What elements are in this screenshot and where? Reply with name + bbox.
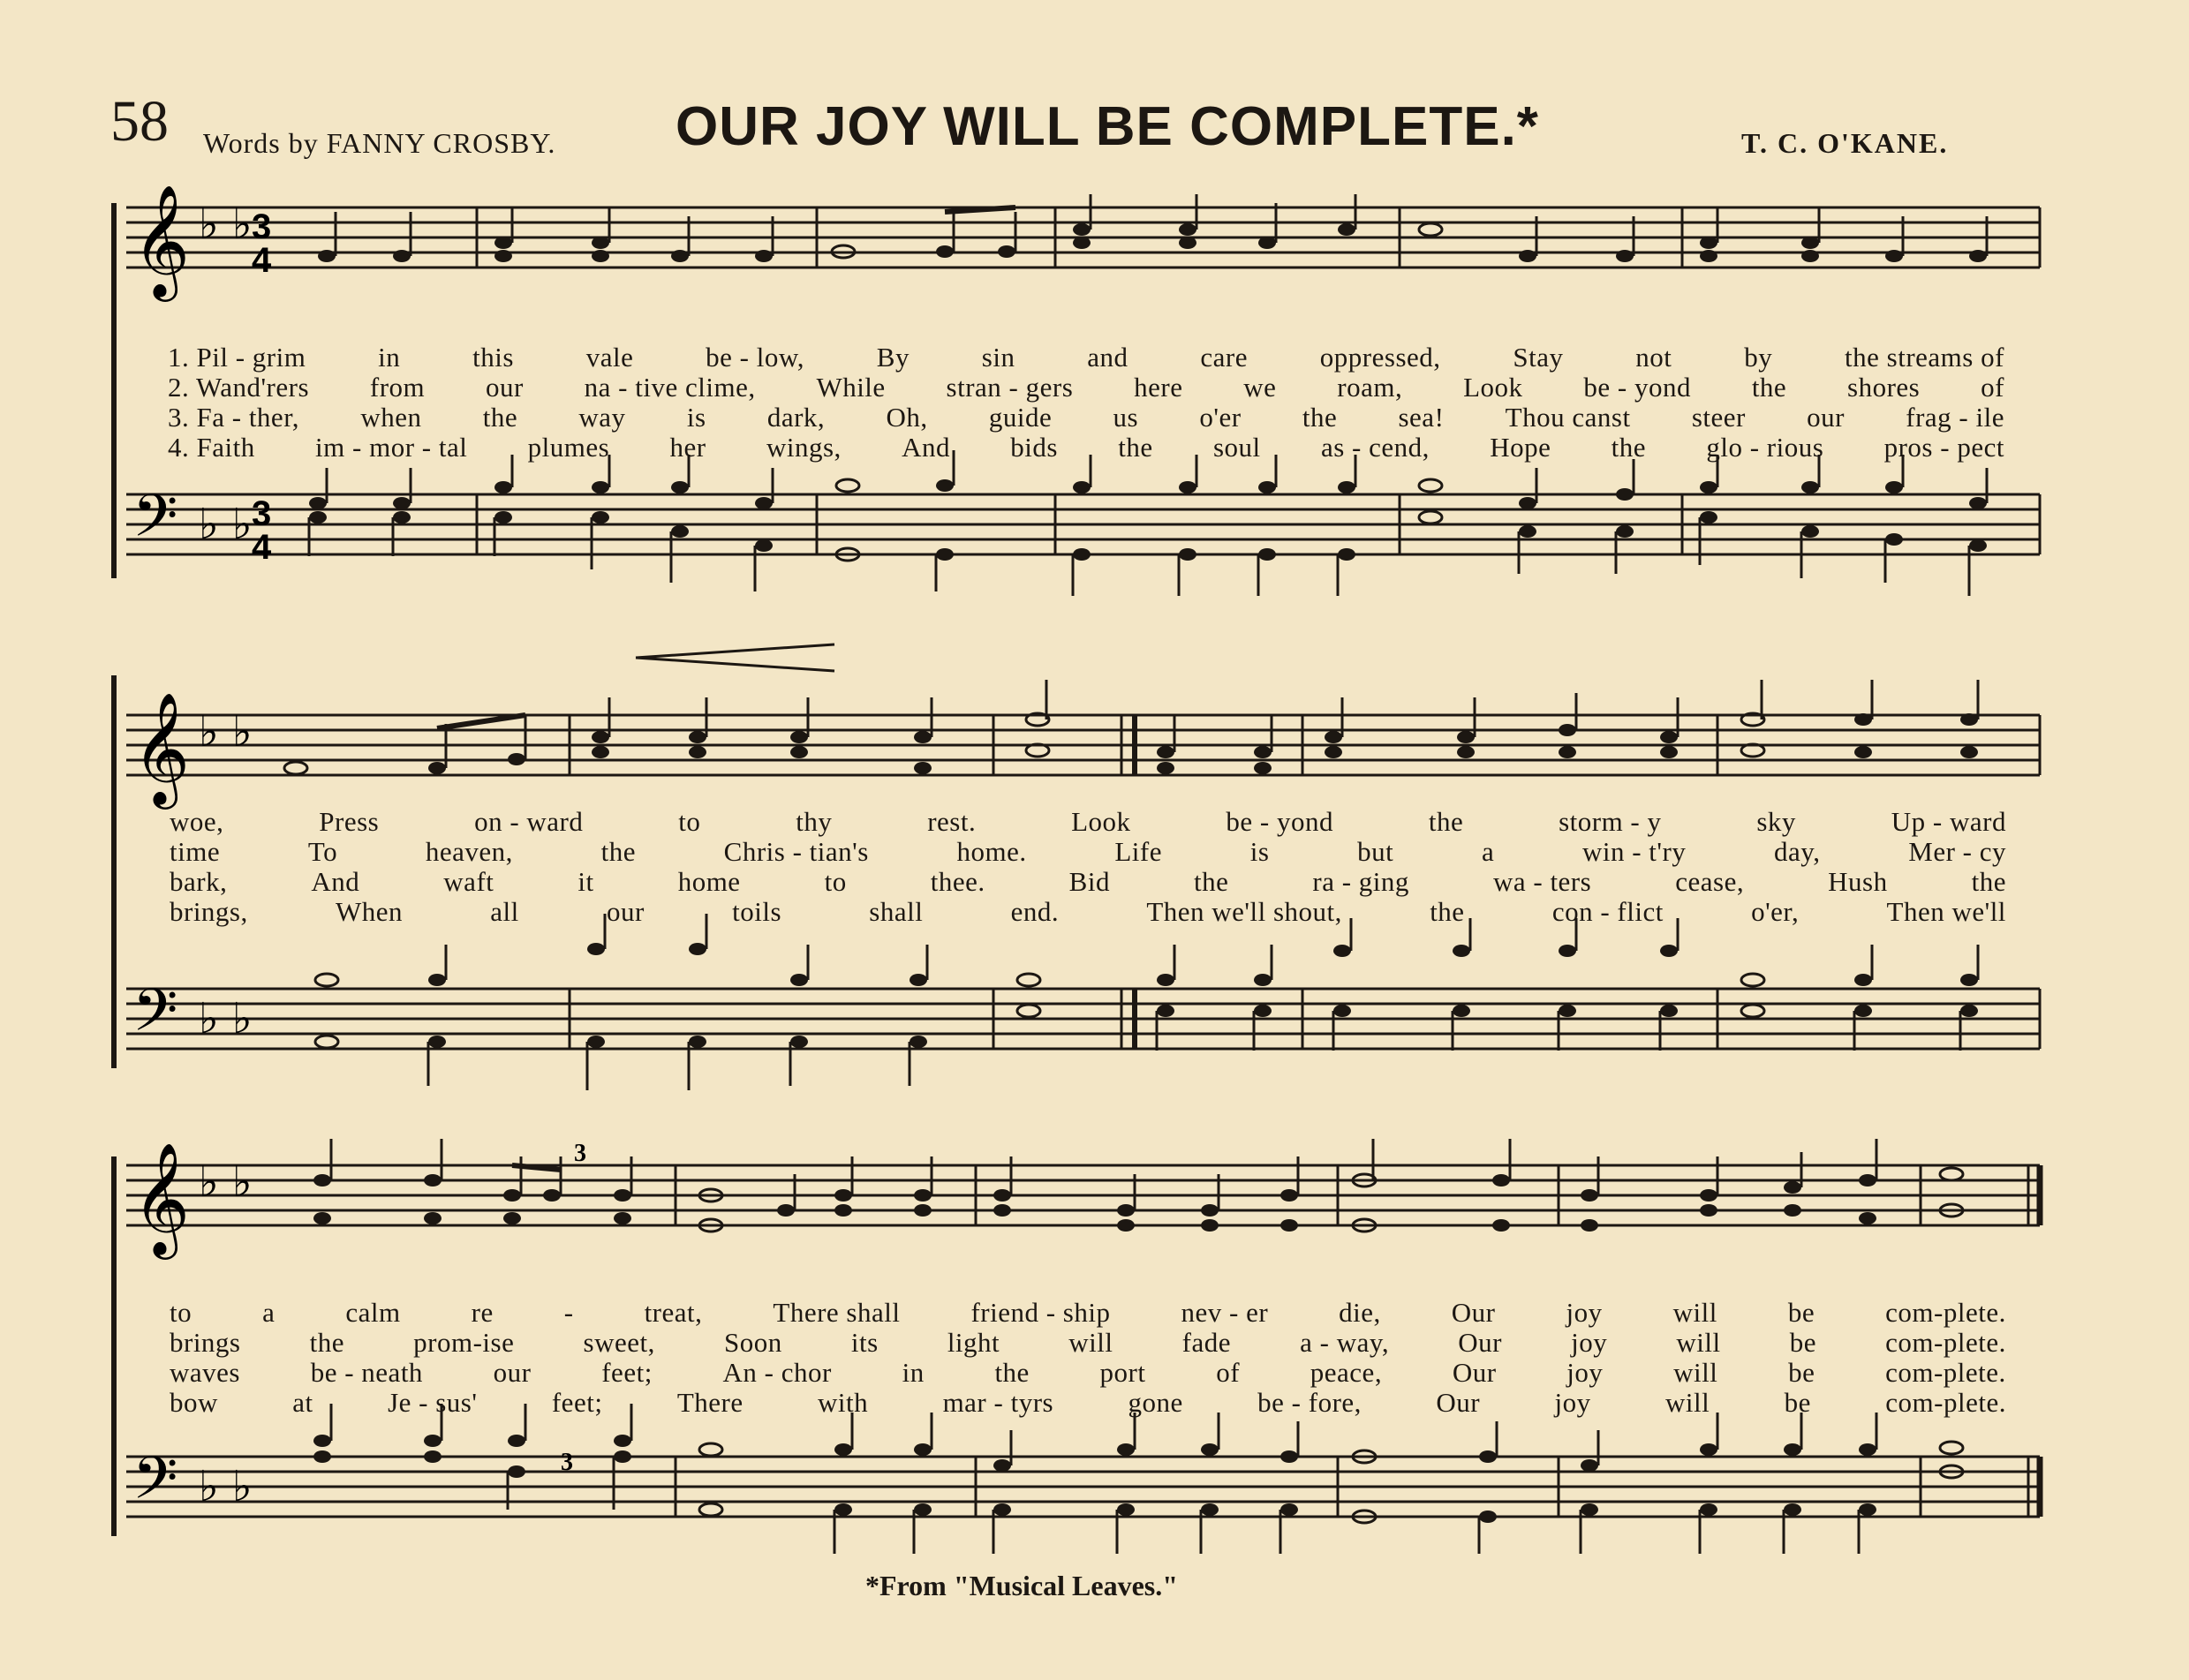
lyric-syllable: end.: [1010, 896, 1060, 927]
lyric-syllable: to: [170, 1297, 192, 1328]
lyric-verse-3-line-3: [170, 1358, 2006, 1388]
svg-text:♭ ♭: ♭ ♭: [199, 500, 253, 549]
treble-stems-3: [331, 1139, 1876, 1210]
lyric-syllable: steer: [1691, 402, 1746, 433]
lyric-syllable: bow: [170, 1387, 218, 1418]
svg-text:3: 3: [252, 494, 272, 533]
lyric-syllable: shores: [1847, 372, 1921, 403]
lyric-syllable: the: [1611, 432, 1647, 463]
lyric-syllable: we: [1243, 372, 1277, 403]
lyric-syllable: Look: [1463, 372, 1523, 403]
lyric-syllable: con - flict: [1551, 896, 1664, 927]
lyrics-system-1: [168, 343, 2004, 463]
bass-notes-2: [315, 943, 1978, 1048]
svg-text:3: 3: [252, 207, 272, 246]
lyric-syllable: peace,: [1310, 1357, 1383, 1388]
treble-clef-icon: 𝄞: [132, 1141, 191, 1254]
lyric-syllable: frag - ile: [1906, 402, 2004, 433]
lyric-verse-1-line-3: [170, 1298, 2006, 1328]
lyric-syllable: on - ward: [474, 806, 584, 837]
lyric-syllable: and: [1087, 342, 1128, 373]
lyric-syllable: all: [490, 896, 519, 927]
lyric-syllable: glo - rious: [1706, 432, 1824, 463]
lyric-syllable: this: [472, 342, 514, 373]
lyric-syllable: Then we'll: [1886, 896, 2006, 927]
lyric-syllable: Hope: [1490, 432, 1551, 463]
lyric-syllable: be - neath: [310, 1357, 423, 1388]
lyric-syllable: treat,: [644, 1297, 703, 1328]
lyric-verse-1-line-1: [168, 343, 2004, 373]
lyric-syllable: Life: [1114, 836, 1163, 867]
lyric-syllable: is: [1249, 836, 1270, 867]
lyric-verse-3-line-2: [170, 867, 2006, 897]
lyric-syllable: 1. Pil - grim: [168, 342, 306, 373]
lyric-syllable: way: [578, 402, 626, 433]
lyric-syllable: fade: [1181, 1327, 1232, 1358]
treble-clef-icon: 𝄞: [132, 184, 191, 297]
lyric-verse-2-line-2: [170, 837, 2006, 867]
lyric-syllable: Soon: [723, 1327, 782, 1358]
lyric-syllable: And: [311, 866, 360, 897]
lyric-verse-2-line-1: [168, 373, 2004, 403]
lyric-syllable: com-plete.: [1885, 1327, 2006, 1358]
lyric-verse-4-line-2: [170, 897, 2006, 927]
lyric-syllable: shall: [869, 896, 924, 927]
lyric-syllable: Chris - tian's: [723, 836, 869, 867]
lyric-syllable: By: [876, 342, 910, 373]
lyric-syllable: plumes: [527, 432, 610, 463]
lyric-verse-2-line-3: [170, 1328, 2006, 1358]
lyric-syllable: Stay: [1513, 342, 1564, 373]
lyric-syllable: nev - er: [1181, 1297, 1269, 1328]
lyric-syllable: light: [947, 1327, 1000, 1358]
lyric-syllable: 2. Wand'rers: [168, 372, 310, 403]
lyric-syllable: her: [669, 432, 706, 463]
lyric-syllable: the: [994, 1357, 1030, 1388]
lyric-syllable: here: [1134, 372, 1183, 403]
lyric-syllable: with: [818, 1387, 869, 1418]
lyric-syllable: sea!: [1398, 402, 1445, 433]
lyric-syllable: is: [686, 402, 706, 433]
lyric-syllable: a: [1481, 836, 1495, 867]
lyric-syllable: the: [1118, 432, 1153, 463]
svg-text:3: 3: [561, 1449, 573, 1476]
lyric-verse-3-line-1: [168, 403, 2004, 433]
lyric-syllable: port: [1099, 1357, 1146, 1388]
lyric-syllable: To: [307, 836, 338, 867]
lyric-syllable: An - chor: [722, 1357, 832, 1388]
lyric-syllable: us: [1113, 402, 1139, 433]
lyric-syllable: Bid: [1068, 866, 1110, 897]
lyric-syllable: to: [824, 866, 847, 897]
bass-stems-3: [331, 1404, 1876, 1554]
treble-clef-icon: 𝄞: [132, 691, 191, 804]
lyric-syllable: by: [1744, 342, 1773, 373]
bass-clef-icon: 𝄢: [132, 482, 178, 564]
lyric-syllable: a: [262, 1297, 276, 1328]
lyric-syllable: win - t'ry: [1581, 836, 1687, 867]
lyric-syllable: in: [378, 342, 401, 373]
lyric-syllable: thy: [796, 806, 833, 837]
lyric-syllable: the: [1430, 896, 1465, 927]
lyric-syllable: be - low,: [706, 342, 804, 373]
lyric-syllable: oppressed,: [1319, 342, 1441, 373]
lyric-syllable: the: [482, 402, 518, 433]
lyric-syllable: sky: [1756, 806, 1796, 837]
lyric-syllable: thee.: [930, 866, 985, 897]
lyric-syllable: the: [1971, 866, 2006, 897]
bass-clef-icon: 𝄢: [132, 1444, 178, 1526]
lyric-syllable: be - fore,: [1257, 1387, 1362, 1418]
lyric-syllable: Our: [1452, 1357, 1497, 1388]
lyric-syllable: in: [902, 1357, 925, 1388]
lyric-syllable: im - mor - tal: [315, 432, 468, 463]
lyric-syllable: Mer - cy: [1908, 836, 2006, 867]
lyricist-credit: Words by FANNY CROSBY.: [203, 127, 556, 159]
lyric-syllable: Oh,: [886, 402, 928, 433]
lyric-syllable: the: [1302, 402, 1338, 433]
lyric-syllable: waft: [443, 866, 494, 897]
lyric-syllable: from: [369, 372, 426, 403]
lyric-syllable: to: [678, 806, 701, 837]
lyric-syllable: will: [1664, 1387, 1710, 1418]
lyric-verse-1-line-2: [170, 807, 2006, 837]
lyric-syllable: Thou canst: [1505, 402, 1631, 433]
lyric-verse-4-line-1: [168, 433, 2004, 463]
lyric-syllable: brings: [170, 1327, 241, 1358]
lyric-syllable: Our: [1458, 1327, 1502, 1358]
lyric-syllable: will: [1068, 1327, 1113, 1358]
lyric-syllable: Look: [1071, 806, 1131, 837]
lyric-syllable: friend - ship: [970, 1297, 1111, 1328]
svg-text:♭ ♭: ♭ ♭: [199, 1462, 253, 1511]
lyric-syllable: of: [1216, 1357, 1241, 1388]
lyric-syllable: our: [485, 372, 524, 403]
lyric-syllable: -: [563, 1297, 574, 1328]
lyric-syllable: vale: [585, 342, 634, 373]
bass-staff-2: [126, 989, 2040, 1049]
lyric-syllable: 4. Faith: [168, 432, 255, 463]
svg-text:♭ ♭: ♭ ♭: [199, 200, 253, 249]
lyric-verse-4-line-3: [170, 1388, 2006, 1418]
lyric-syllable: time: [170, 836, 221, 867]
lyric-syllable: sweet,: [583, 1327, 655, 1358]
lyric-syllable: prom-ise: [413, 1327, 515, 1358]
lyric-syllable: woe,: [170, 806, 224, 837]
lyric-syllable: pros - pect: [1883, 432, 2004, 463]
lyric-syllable: be - yond: [1226, 806, 1333, 837]
lyric-syllable: And: [902, 432, 950, 463]
lyric-syllable: the: [309, 1327, 345, 1358]
lyric-syllable: Press: [319, 806, 380, 837]
lyric-syllable: roam,: [1337, 372, 1403, 403]
lyric-syllable: gone: [1128, 1387, 1183, 1418]
lyric-syllable: toils: [732, 896, 782, 927]
svg-text:4: 4: [252, 241, 272, 280]
lyric-syllable: will: [1676, 1327, 1721, 1358]
lyric-syllable: our: [1807, 402, 1845, 433]
lyric-syllable: bids: [1010, 432, 1058, 463]
lyric-syllable: 3. Fa - ther,: [168, 402, 300, 433]
lyric-syllable: o'er: [1199, 402, 1242, 433]
lyric-syllable: will: [1673, 1357, 1718, 1388]
source-footnote: *From "Musical Leaves.": [865, 1570, 1178, 1601]
lyric-syllable: When: [336, 896, 404, 927]
lyric-syllable: com-plete.: [1885, 1357, 2006, 1388]
lyric-syllable: na - tive clime,: [584, 372, 756, 403]
lyric-syllable: care: [1200, 342, 1248, 373]
lyric-syllable: die,: [1339, 1297, 1381, 1328]
bass-notes-1: [309, 479, 1987, 561]
lyric-syllable: as - cend,: [1320, 432, 1430, 463]
lyric-syllable: Our: [1436, 1387, 1481, 1418]
composer-credit: T. C. O'KANE.: [1741, 127, 1949, 159]
lyric-syllable: the: [600, 836, 636, 867]
lyric-syllable: be: [1789, 1327, 1817, 1358]
lyric-syllable: of: [1981, 372, 2004, 403]
bass-clef-icon: 𝄢: [132, 976, 178, 1058]
lyric-syllable: Up - ward: [1891, 806, 2006, 837]
lyric-syllable: the: [1751, 372, 1787, 403]
lyric-syllable: the streams of: [1845, 342, 2004, 373]
lyric-syllable: Then we'll shout,: [1146, 896, 1342, 927]
svg-text:4: 4: [252, 528, 272, 567]
lyric-syllable: home: [677, 866, 741, 897]
lyric-syllable: the: [1428, 806, 1464, 837]
lyric-syllable: joy: [1566, 1357, 1604, 1388]
lyric-syllable: guide: [988, 402, 1053, 433]
lyric-syllable: rest.: [927, 806, 977, 837]
treble-staff-3: [126, 1165, 2040, 1225]
lyric-syllable: a - way,: [1300, 1327, 1390, 1358]
lyric-syllable: feet;: [551, 1387, 603, 1418]
lyric-syllable: home.: [956, 836, 1027, 867]
lyric-syllable: Je - sus': [388, 1387, 478, 1418]
bass-stems-2: [428, 914, 1978, 1090]
lyrics-system-3: [170, 1298, 2006, 1418]
page-number: 58: [110, 89, 169, 154]
bass-notes-3: [313, 1435, 1963, 1523]
lyric-syllable: will: [1672, 1297, 1717, 1328]
lyric-syllable: calm: [345, 1297, 401, 1328]
lyric-syllable: While: [816, 372, 886, 403]
lyric-syllable: bark,: [170, 866, 228, 897]
lyric-syllable: There shall: [773, 1297, 901, 1328]
lyric-syllable: day,: [1774, 836, 1821, 867]
lyric-syllable: com-plete.: [1885, 1297, 2006, 1328]
lyric-syllable: wings,: [766, 432, 842, 463]
lyric-syllable: soul: [1212, 432, 1261, 463]
lyric-syllable: heaven,: [425, 836, 513, 867]
lyric-syllable: joy: [1571, 1327, 1608, 1358]
lyric-syllable: feet;: [601, 1357, 653, 1388]
svg-text:♭ ♭: ♭ ♭: [199, 1157, 253, 1207]
svg-text:♭ ♭: ♭ ♭: [199, 994, 253, 1043]
svg-text:3: 3: [574, 1140, 586, 1167]
lyric-syllable: stran - gers: [946, 372, 1074, 403]
treble-notes-1: [318, 223, 1987, 262]
lyric-syllable: at: [292, 1387, 313, 1418]
lyric-syllable: be - yond: [1583, 372, 1691, 403]
lyric-syllable: mar - tyrs: [942, 1387, 1054, 1418]
lyric-syllable: joy: [1554, 1387, 1591, 1418]
svg-text:♭ ♭: ♭ ♭: [199, 707, 253, 757]
lyric-syllable: joy: [1566, 1297, 1603, 1328]
lyric-syllable: its: [850, 1327, 879, 1358]
lyrics-system-2: [170, 807, 2006, 927]
lyric-syllable: the: [1194, 866, 1229, 897]
lyric-syllable: re: [471, 1297, 494, 1328]
lyric-syllable: cease,: [1675, 866, 1745, 897]
lyric-syllable: storm - y: [1559, 806, 1662, 837]
lyric-syllable: not: [1635, 342, 1672, 373]
lyric-syllable: be: [1784, 1387, 1811, 1418]
lyric-syllable: brings,: [170, 896, 248, 927]
lyric-syllable: ra - ging: [1312, 866, 1409, 897]
lyric-syllable: Hush: [1828, 866, 1888, 897]
lyric-syllable: our: [607, 896, 645, 927]
lyric-syllable: sin: [981, 342, 1015, 373]
lyric-syllable: our: [493, 1357, 532, 1388]
lyric-syllable: be: [1788, 1357, 1815, 1388]
lyric-syllable: it: [577, 866, 594, 897]
lyric-syllable: but: [1357, 836, 1394, 867]
treble-stems-1: [336, 194, 1987, 256]
lyric-syllable: There: [676, 1387, 744, 1418]
lyric-syllable: com-plete.: [1885, 1387, 2006, 1418]
lyric-syllable: Our: [1451, 1297, 1496, 1328]
lyric-syllable: when: [360, 402, 422, 433]
lyric-syllable: dark,: [766, 402, 826, 433]
bass-staff-3: [126, 1457, 2040, 1517]
lyric-syllable: waves: [170, 1357, 240, 1388]
lyric-syllable: o'er,: [1751, 896, 1800, 927]
page-header: [0, 88, 2189, 168]
hymn-title: OUR JOY WILL BE COMPLETE.*: [676, 96, 1539, 157]
bass-staff-1: [126, 494, 2040, 554]
lyric-syllable: wa - ters: [1492, 866, 1592, 897]
lyric-syllable: be: [1787, 1297, 1815, 1328]
